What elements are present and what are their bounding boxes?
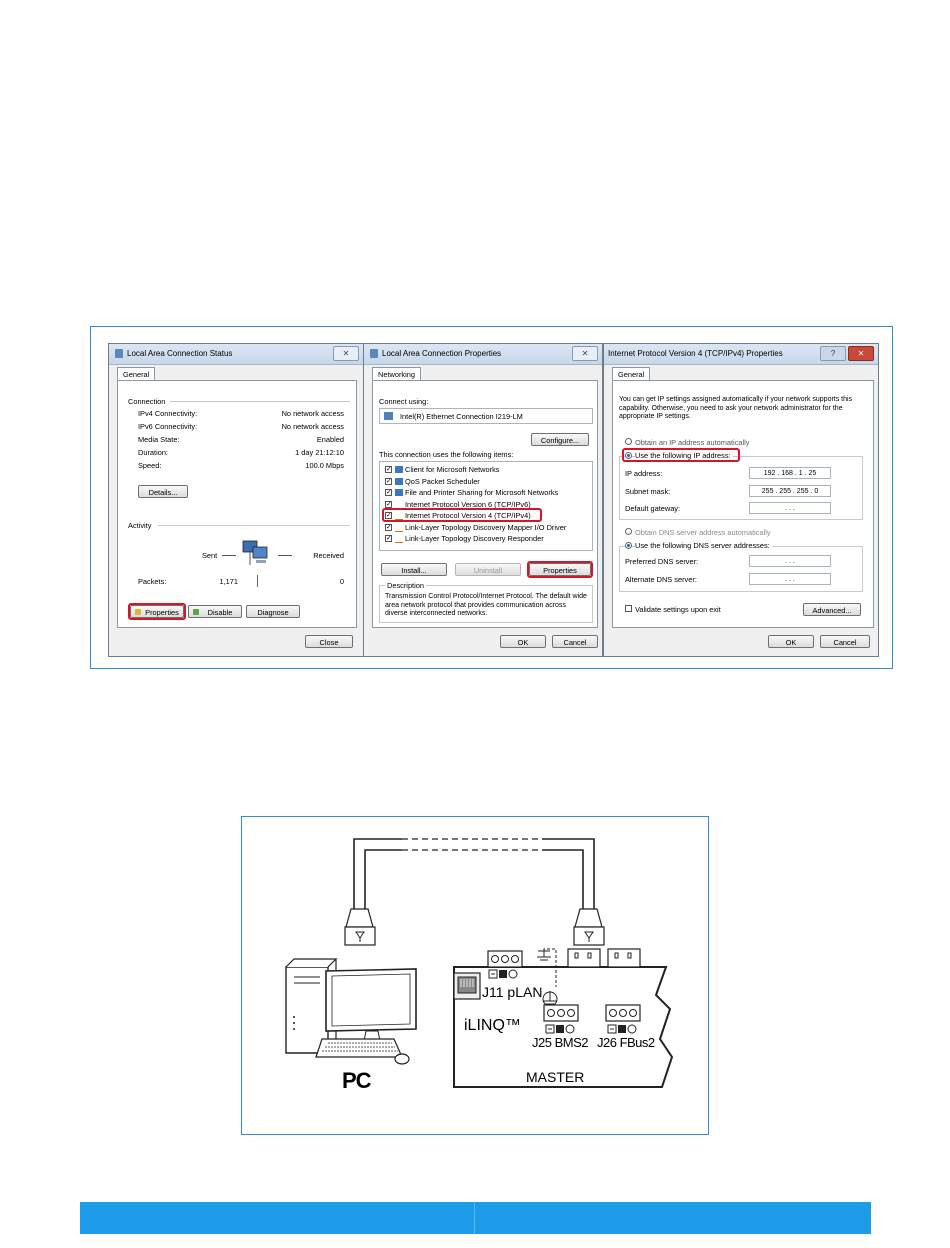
pc-keyboard bbox=[316, 1039, 402, 1057]
close-button[interactable]: Close bbox=[305, 635, 353, 648]
gateway-label: Default gateway: bbox=[625, 504, 681, 513]
j25-terminal-block bbox=[544, 1005, 578, 1033]
j11-label: J11 pLAN bbox=[482, 984, 543, 1000]
tab-general[interactable]: General bbox=[117, 367, 155, 381]
properties-titlebar bbox=[364, 344, 602, 365]
list-item[interactable]: Link-Layer Topology Discovery Responder bbox=[405, 534, 544, 543]
item-checkbox[interactable]: ✓ bbox=[386, 512, 392, 519]
item-checkbox[interactable]: ✓ bbox=[386, 477, 392, 485]
footer-divider bbox=[474, 1202, 475, 1234]
auto-dns-label: Obtain DNS server address automatically bbox=[635, 528, 771, 537]
cancel-button[interactable]: Cancel bbox=[552, 635, 598, 648]
highlight-box bbox=[128, 603, 186, 620]
ok-button[interactable]: OK bbox=[768, 635, 814, 648]
tab-general[interactable]: General bbox=[612, 367, 650, 381]
pc-monitor bbox=[326, 969, 416, 1045]
client-icon bbox=[395, 466, 403, 473]
subnet-mask-field[interactable]: 255 . 255 . 255 . 0 bbox=[749, 485, 831, 497]
rj45-plug-left bbox=[345, 909, 375, 945]
diagnose-button[interactable]: Diagnose bbox=[246, 605, 300, 618]
connection-group-label: Connection bbox=[128, 397, 166, 406]
preferred-dns-field[interactable]: . . . bbox=[749, 555, 831, 567]
j26-label: J26 FBus2 bbox=[597, 1035, 655, 1050]
network-activity-icon bbox=[240, 539, 272, 569]
disable-button[interactable] bbox=[188, 605, 242, 618]
validate-checkbox[interactable] bbox=[625, 605, 632, 612]
ip-label: IP address: bbox=[625, 469, 663, 478]
help-button[interactable]: ? bbox=[820, 346, 846, 361]
status-row-value: No network access bbox=[281, 422, 344, 431]
network-icon bbox=[115, 349, 123, 358]
connection-properties-window bbox=[363, 343, 603, 657]
status-page bbox=[117, 380, 357, 628]
manual-dns-radio[interactable] bbox=[625, 542, 632, 549]
list-item[interactable]: Link-Layer Topology Discovery Mapper I/O Driver bbox=[405, 522, 567, 532]
mask-label: Subnet mask: bbox=[625, 487, 671, 496]
item-checkbox[interactable]: ✓ bbox=[386, 466, 392, 473]
status-titlebar bbox=[109, 344, 363, 365]
adapter-field bbox=[379, 408, 593, 424]
intro-text: You can get IP settings assigned automatically if your network supports this capability. Otherwise, you need to ask your network administrator for the appropriate IP settings. bbox=[619, 396, 853, 420]
auto-ip-label: Obtain an IP address automatically bbox=[635, 438, 750, 447]
item-properties-button[interactable]: Properties bbox=[529, 563, 591, 576]
cancel-button[interactable]: Cancel bbox=[820, 635, 870, 648]
list-item[interactable]: QoS Packet Scheduler bbox=[405, 476, 480, 486]
list-item[interactable]: Internet Protocol Version 6 (TCP/IPv6) bbox=[405, 499, 531, 509]
packets-received-value: 0 bbox=[339, 577, 344, 586]
properties-label: Properties bbox=[145, 608, 179, 617]
properties-window-title: Local Area Connection Properties bbox=[382, 349, 502, 358]
adapter-icon bbox=[384, 412, 393, 420]
received-label: Received bbox=[313, 551, 344, 560]
rj45-plug-right bbox=[574, 909, 604, 945]
alternate-dns-field[interactable]: . . . bbox=[749, 573, 831, 585]
gateway-field[interactable]: . . . bbox=[749, 502, 831, 514]
ipv4-properties-window bbox=[603, 343, 879, 657]
ipv4-titlebar bbox=[604, 344, 878, 365]
alternate-dns-label: Alternate DNS server: bbox=[625, 575, 697, 584]
details-button[interactable]: Details... bbox=[138, 485, 188, 498]
dns-group bbox=[619, 546, 863, 592]
item-checkbox[interactable]: ✓ bbox=[386, 489, 392, 496]
status-row-label: Duration: bbox=[138, 448, 168, 457]
uninstall-button[interactable]: Uninstall bbox=[455, 563, 521, 576]
description-label: Description bbox=[387, 581, 424, 590]
j25-label: J25 BMS2 bbox=[532, 1035, 588, 1050]
components-list bbox=[379, 461, 593, 551]
highlight-box bbox=[622, 448, 740, 462]
manual-dns-label: Use the following DNS server addresses: bbox=[635, 541, 770, 550]
highlight-box bbox=[527, 561, 593, 578]
networking-page bbox=[372, 380, 598, 628]
status-window-title: Local Area Connection Status bbox=[127, 349, 233, 358]
tab-networking[interactable]: Networking bbox=[372, 367, 421, 381]
auto-ip-radio[interactable] bbox=[625, 438, 632, 445]
close-button[interactable]: ✕ bbox=[848, 346, 874, 361]
master-label: MASTER bbox=[526, 1069, 585, 1085]
wiring-diagram-figure bbox=[241, 816, 709, 1135]
j11-terminal-block bbox=[488, 951, 522, 978]
network-icon bbox=[370, 349, 378, 358]
install-button[interactable]: Install... bbox=[381, 563, 447, 576]
sharing-icon bbox=[395, 489, 403, 496]
status-row-value: 1 day 21:12:10 bbox=[295, 448, 344, 457]
close-icon[interactable]: ✕ bbox=[333, 346, 359, 361]
list-item[interactable]: Internet Protocol Version 4 (TCP/IPv4) bbox=[405, 511, 531, 520]
packets-sent-value: 1,171 bbox=[219, 577, 238, 586]
validate-label: Validate settings upon exit bbox=[635, 605, 721, 614]
brand-label: iLINQ™ bbox=[464, 1017, 521, 1034]
status-row-label: IPv6 Connectivity: bbox=[138, 422, 198, 431]
advanced-button[interactable]: Advanced... bbox=[803, 603, 861, 616]
preferred-dns-label: Preferred DNS server: bbox=[625, 557, 699, 566]
items-label: This connection uses the following items: bbox=[379, 450, 514, 459]
status-row-label: Media State: bbox=[138, 435, 180, 444]
list-item[interactable]: File and Printer Sharing for Microsoft Networks bbox=[405, 488, 559, 497]
auto-dns-radio[interactable] bbox=[625, 528, 632, 535]
sent-label: Sent bbox=[202, 551, 218, 560]
wiring-diagram bbox=[242, 817, 708, 1134]
status-row-value: No network access bbox=[281, 409, 344, 418]
disable-label: Disable bbox=[207, 608, 233, 617]
status-row-value: 100.0 Mbps bbox=[305, 461, 344, 470]
protocol-icon bbox=[395, 535, 403, 543]
ok-button[interactable]: OK bbox=[500, 635, 546, 648]
protocol-icon bbox=[395, 524, 403, 532]
rj-sockets-top bbox=[568, 949, 640, 967]
connection-status-window bbox=[108, 343, 364, 657]
list-item[interactable]: Client for Microsoft Networks bbox=[405, 465, 500, 474]
screenshots-figure bbox=[90, 326, 893, 669]
configure-button[interactable]: Configure... bbox=[531, 433, 589, 446]
pc-label: PC bbox=[342, 1068, 371, 1093]
scheduler-icon bbox=[395, 478, 403, 485]
board-rj45-socket bbox=[454, 973, 480, 999]
connect-using-label: Connect using: bbox=[379, 397, 429, 406]
status-row-label: IPv4 Connectivity: bbox=[138, 409, 198, 418]
ipv4-window-title: Internet Protocol Version 4 (TCP/IPv4) Properties bbox=[608, 349, 783, 358]
j26-terminal-block bbox=[606, 1005, 640, 1033]
ipv4-page bbox=[612, 380, 874, 628]
pc-mouse bbox=[395, 1054, 409, 1064]
item-checkbox[interactable]: ✓ bbox=[386, 523, 392, 531]
close-icon[interactable]: ✕ bbox=[572, 346, 598, 361]
item-checkbox[interactable]: ✓ bbox=[386, 500, 392, 508]
ip-address-field[interactable]: 192 . 168 . 1 . 25 bbox=[749, 467, 831, 479]
manual-ip-label: Use the following IP address: bbox=[635, 451, 731, 460]
status-row-label: Speed: bbox=[138, 461, 162, 470]
description-text: Transmission Control Protocol/Internet Protocol. The default wide area network protocol that provides communication across diverse interconnected networks. bbox=[385, 593, 587, 617]
footer-bar bbox=[80, 1202, 871, 1234]
packets-label: Packets: bbox=[138, 577, 167, 586]
highlight-box bbox=[382, 508, 542, 522]
status-row-value: Enabled bbox=[316, 435, 344, 444]
adapter-name: Intel(R) Ethernet Connection I219-LM bbox=[400, 412, 523, 421]
shield-icon bbox=[193, 609, 199, 615]
activity-group-label: Activity bbox=[128, 521, 152, 530]
item-checkbox[interactable]: ✓ bbox=[386, 535, 392, 542]
